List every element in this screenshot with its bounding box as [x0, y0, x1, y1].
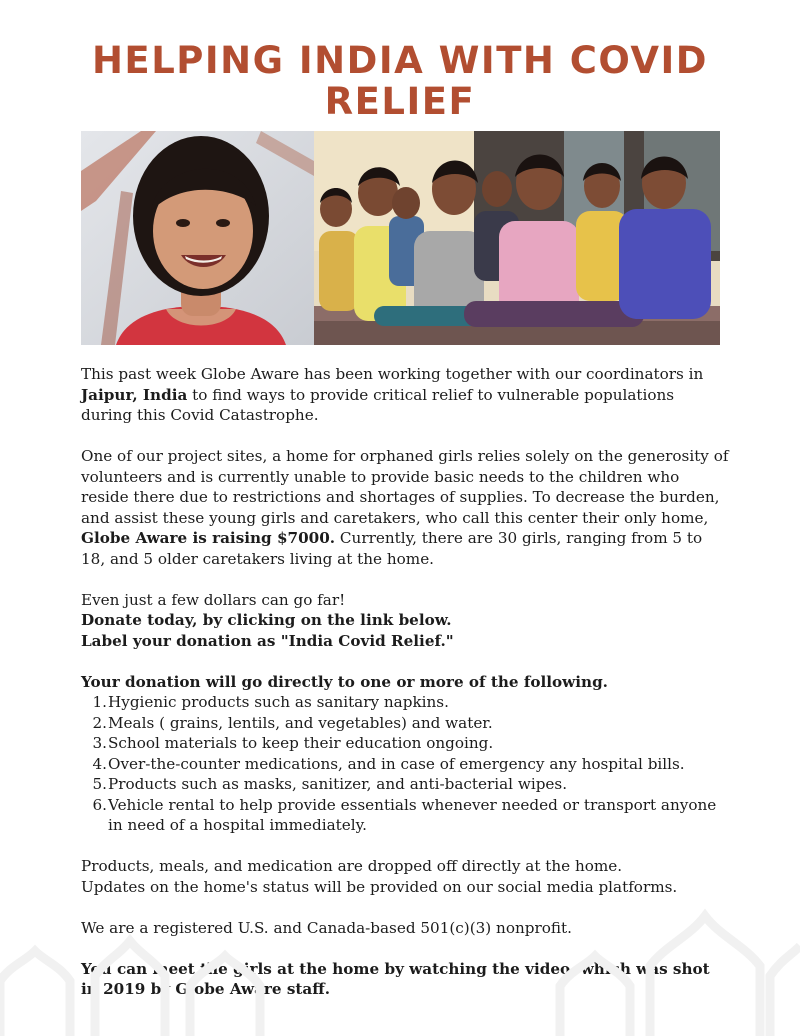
girl-portrait-image [81, 131, 314, 345]
donation-label-note: Label your donation as "India Covid Relief." [81, 631, 454, 650]
video-note-text: You can meet the girls at the home by watching the video, which was shot in 2019 by Globe Aware staff. [81, 959, 710, 998]
list-heading [81, 672, 729, 693]
photo-strip [81, 131, 720, 345]
list-item-text: Meals ( grains, lentils, and vegetables) and water. [108, 713, 493, 732]
nonprofit-statement: We are a registered U.S. and Canada-based 501(c)(3) nonprofit. [81, 918, 572, 937]
intro-text-2: to find ways to provide critical relief to vulnerable populations during this Covid Catastrophe. [81, 385, 675, 424]
list-item-number: 3. [92, 734, 107, 752]
delivery-line-2: Updates on the home's status will be provided on our social media platforms. [81, 877, 678, 896]
list-item-number: 5. [92, 775, 107, 793]
list-item-text: Vehicle rental to help provide essentials whenever needed or transport anyone in need of a hospital immediately. [108, 795, 717, 834]
intro-text-1: This past week Globe Aware has been working together with our coordinators in [81, 365, 704, 383]
donate-line-2 [81, 610, 729, 631]
list-item-text: Hygienic products such as sanitary napkins. [108, 693, 449, 711]
list-item [81, 754, 729, 775]
list-item-text: Over-the-counter medications, and in case of emergency any hospital bills. [108, 754, 685, 773]
list-item-number: 6. [92, 795, 107, 814]
project-text-1: One of our project sites, a home for orphaned girls relies solely on the generosity of volunteers and is currently unable to provide basic needs to the children who reside there due to restrictions and shortages of supplies. To decrease the burden, and assist these young girls and caretakers, who call this center their only home, [81, 447, 729, 527]
donate-cta: Donate today, by clicking on the link below. [81, 611, 452, 629]
intro-location: Jaipur, India [81, 385, 188, 404]
list-item-text: Products such as masks, sanitizer, and anti-bacterial wipes. [108, 775, 568, 793]
video-note [81, 959, 729, 1000]
list-item [81, 692, 729, 713]
list-heading-text: Your donation will go directly to one or more of the following. [81, 672, 608, 691]
donate-line-3 [81, 631, 729, 652]
list-item-number: 4. [92, 754, 107, 773]
article-body [81, 364, 729, 1000]
list-item [81, 713, 729, 734]
donate-line-1: Even just a few dollars can go far! [81, 590, 346, 609]
list-item-number: 2. [92, 713, 107, 732]
list-item-number: 1. [92, 693, 107, 711]
list-item-text: School materials to keep their education ongoing. [108, 734, 494, 752]
donation-uses-list [81, 692, 729, 836]
list-item [81, 774, 729, 795]
list-item [81, 733, 729, 754]
list-item [81, 795, 729, 836]
delivery-line-1: Products, meals, and medication are dropped off directly at the home. [81, 857, 623, 875]
page-title: HELPING INDIA WITH COVID RELIEF [91, 39, 709, 123]
group-of-girls-image [314, 131, 720, 345]
fundraising-goal: Globe Aware is raising $7000. [81, 529, 336, 547]
project-paragraph [81, 446, 729, 569]
intro-paragraph [81, 364, 729, 426]
project-text-2: Currently, there are 30 girls, ranging from 5 to 18, and 5 older caretakers living at the home. [81, 529, 703, 568]
